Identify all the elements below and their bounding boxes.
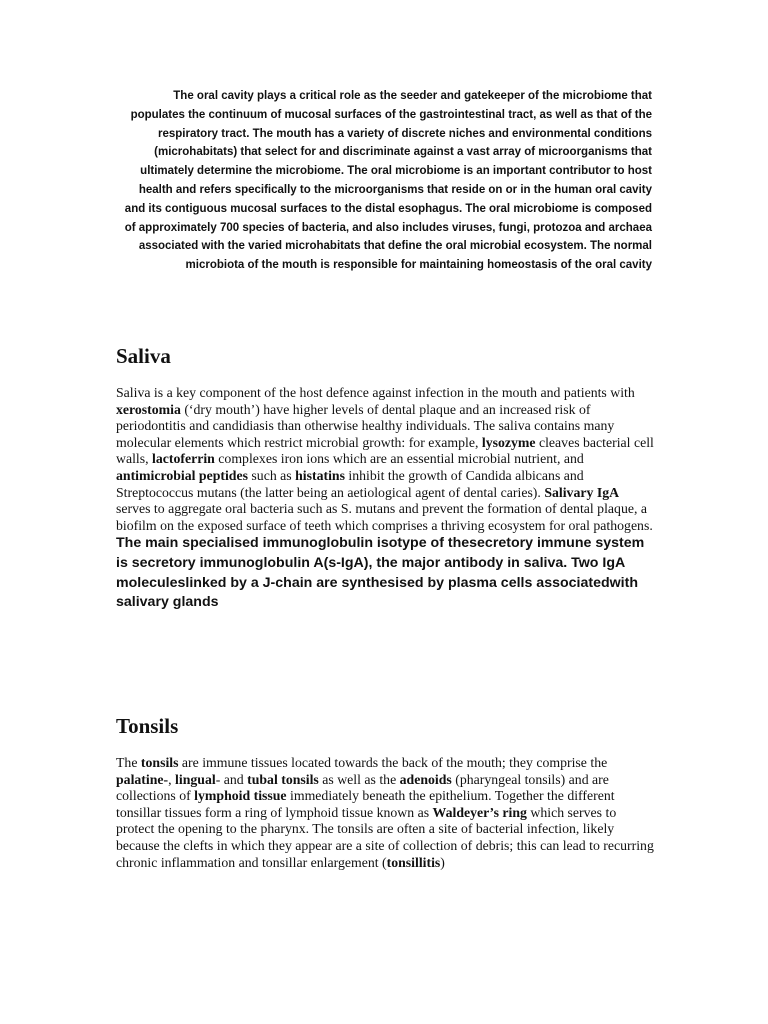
tonsils-text: which serves to protect the opening to the pharynx. The tonsils are often a site of bacterial infection, likely because the clefts in which they appear are a site of collection of debris; this can lead to recurring chronic inflammation and tonsillar enlargement ( bbox=[116, 804, 654, 870]
term-tubal-tonsils: tubal tonsils bbox=[247, 771, 319, 787]
saliva-heading: Saliva bbox=[116, 344, 171, 368]
term-tonsils: tonsils bbox=[140, 755, 179, 770]
saliva-text: Saliva is a key component of the host defence against infection in the mouth and patients with bbox=[116, 385, 635, 400]
term-xerostomia: xerostomia bbox=[116, 401, 181, 417]
tonsils-text: , bbox=[168, 771, 176, 787]
saliva-text: complexes iron ions which are an essential microbial nutrient, and bbox=[214, 451, 584, 467]
term-waldeyers-ring: Waldeyer’s ring bbox=[432, 804, 527, 820]
tonsils-text: immediately beneath the epithelium. Together the different tonsillar tissues form a ring of lymphoid tissue known as bbox=[116, 788, 615, 820]
tonsils-text: The bbox=[116, 755, 141, 770]
term-adenoids: adenoids bbox=[399, 771, 452, 787]
tonsils-text: (pharyngeal tonsils) and are collections of bbox=[116, 771, 609, 804]
saliva-text: cleaves bacterial cell walls, bbox=[116, 434, 654, 467]
tonsils-text: are immune tissues located towards the back of the mouth; they comprise the bbox=[178, 755, 608, 770]
tonsils-text: - and bbox=[215, 771, 248, 787]
tonsils-text: as well as the bbox=[318, 771, 400, 787]
saliva-paragraph bbox=[116, 385, 656, 613]
term-lingual: lingual bbox=[175, 771, 216, 787]
term-lysozyme: lysozyme bbox=[481, 434, 536, 450]
tonsils-text: ) bbox=[440, 854, 445, 870]
saliva-text: inhibit the growth of Candida albicans and Streptococcus mutans (the latter being an aetiological agent of dental caries). bbox=[116, 467, 584, 500]
saliva-text: such as bbox=[247, 467, 296, 483]
term-lactoferrin: lactoferrin bbox=[152, 451, 215, 467]
intro-paragraph: The oral cavity plays a critical role as the seeder and gatekeeper of the microbiome that populates the continuum of mucosal surfaces of the gastrointestinal tract, as well as that of the respiratory tract. The mouth has a variety of discrete niches and environmental conditions (microhabitats) that select for and discriminate against a vast array of microorganisms that ultimately determine the microbiome. The oral microbiome is an important contributor to host health and refers specifically to the microorganisms that reside on or in the human oral cavity and its contiguous mucosal surfaces to the distal esophagus. The oral microbiome is composed of approximately 700 species of bacteria, and also includes viruses, fungi, protozoa and archaea associated with the varied microhabitats that define the oral microbial ecosystem. The normal microbiota of the mouth is responsible for maintaining homeostasis of the oral cavity bbox=[124, 90, 652, 272]
term-lymphoid-tissue: lymphoid tissue bbox=[194, 788, 287, 804]
term-antimicrobial-peptides: antimicrobial peptides bbox=[116, 467, 248, 483]
term-salivary-iga: Salivary IgA bbox=[544, 484, 620, 500]
saliva-text: (‘dry mouth’) have higher levels of dental plaque and an increased risk of periodontitis and candidiasis than otherwise healthy individuals. The saliva contains many molecular elements which restrict microbial growth: for example, bbox=[116, 401, 615, 450]
tonsils-paragraph bbox=[116, 755, 656, 871]
term-palatine: palatine- bbox=[116, 771, 169, 787]
saliva-iga-statement: The main specialised immunoglobulin isotype of thesecretory immune system is secretory immunoglobulin A(s-IgA), the major antibody in saliva. Two IgA moleculeslinked by a J-chain are synthesised by plasma cells associatedwith salivary glands bbox=[116, 535, 645, 611]
term-tonsillitis: tonsillitis bbox=[386, 854, 441, 870]
saliva-text: serves to aggregate oral bacteria such as S. mutans and prevent the formation of dental plaque, a biofilm on the exposed surface of teeth which comprises a thriving ecosystem for oral pathogens. bbox=[116, 501, 653, 533]
term-histatins: histatins bbox=[295, 467, 345, 483]
tonsils-heading: Tonsils bbox=[116, 714, 179, 738]
